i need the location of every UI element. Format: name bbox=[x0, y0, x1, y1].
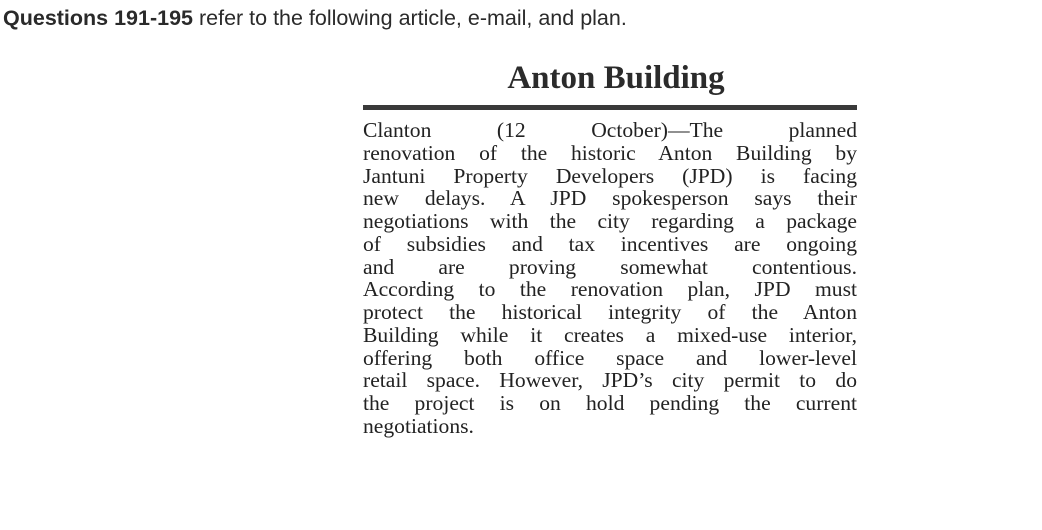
article-line: Clanton (12 October)—The planned bbox=[363, 118, 857, 142]
article-line: renovation of the historic Anton Building by bbox=[363, 140, 857, 165]
headline-rule bbox=[363, 105, 857, 110]
question-range: Questions 191-195 bbox=[3, 6, 194, 30]
question-instructions bbox=[3, 5, 627, 31]
article-line: and are proving somewhat contentious. bbox=[363, 254, 857, 279]
article-line: negotiations. bbox=[363, 413, 474, 438]
instructions-text: refer to the following article, e-mail, and plan. bbox=[193, 6, 627, 30]
article bbox=[363, 56, 857, 438]
article-headline: Anton Building bbox=[507, 60, 725, 96]
article-line: offering both office space and lower-level bbox=[363, 345, 857, 370]
article-line: According to the renovation plan, JPD must bbox=[363, 277, 857, 302]
article-line: of subsidies and tax incentives are ongoing bbox=[363, 231, 857, 256]
article-line: Building while it creates a mixed-use interior, bbox=[363, 322, 857, 347]
article-line: Jantuni Property Developers (JPD) is facing bbox=[363, 163, 857, 188]
article-line: retail space. However, JPD’s city permit to do bbox=[363, 368, 857, 393]
article-line: protect the historical integrity of the Anton bbox=[363, 300, 857, 324]
article-body bbox=[363, 119, 857, 438]
article-line: the project is on hold pending the current bbox=[363, 391, 857, 415]
article-line: new delays. A JPD spokesperson says their bbox=[363, 186, 857, 211]
article-line: negotiations with the city regarding a package bbox=[363, 209, 857, 233]
